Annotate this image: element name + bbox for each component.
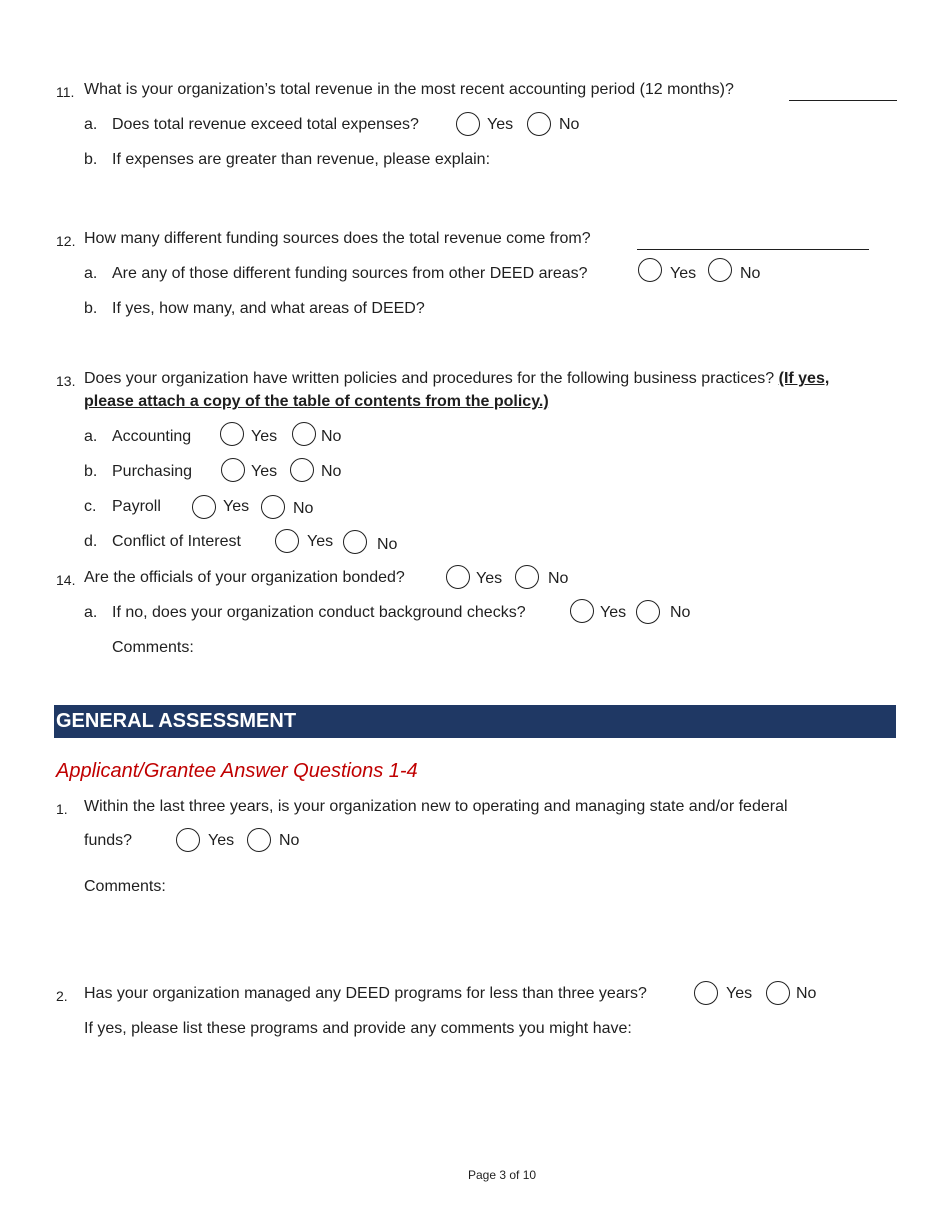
sub-question-text: If no, does your organization conduct background checks? <box>112 604 526 621</box>
yes-label: Yes <box>307 533 334 550</box>
page-number: Page 3 of 10 <box>468 1168 537 1182</box>
radio-no[interactable] <box>247 828 271 852</box>
yes-label: Yes <box>487 116 514 133</box>
yes-label: Yes <box>726 985 753 1002</box>
yes-label: Yes <box>600 604 627 621</box>
no-label: No <box>670 604 691 621</box>
radio-yes[interactable] <box>456 112 480 136</box>
question-text: Has your organization managed any DEED programs for less than three years? <box>84 985 647 1002</box>
question-number: 11. <box>56 84 75 100</box>
question-number: 13. <box>56 373 76 389</box>
sub-question-text: If yes, how many, and what areas of DEED? <box>112 300 425 317</box>
yes-label: Yes <box>476 570 503 587</box>
radio-no[interactable] <box>343 530 367 554</box>
radio-yes[interactable] <box>220 422 244 446</box>
sub-letter: b. <box>84 151 98 168</box>
radio-no[interactable] <box>292 422 316 446</box>
radio-no[interactable] <box>636 600 660 624</box>
radio-no[interactable] <box>515 565 539 589</box>
radio-yes[interactable] <box>176 828 200 852</box>
sub-letter: a. <box>84 428 98 445</box>
question-number: 2. <box>56 988 68 1004</box>
radio-no[interactable] <box>290 458 314 482</box>
no-label: No <box>293 500 314 517</box>
revenue-answer-line[interactable] <box>789 100 897 101</box>
comments-label: Comments: <box>84 878 166 895</box>
sub-letter: c. <box>84 498 97 515</box>
practice-label: Conflict of Interest <box>112 533 241 550</box>
radio-yes[interactable] <box>570 599 594 623</box>
yes-label: Yes <box>670 265 697 282</box>
no-label: No <box>559 116 580 133</box>
radio-no[interactable] <box>527 112 551 136</box>
no-label: No <box>740 265 761 282</box>
yes-label: Yes <box>223 498 250 515</box>
emphasis-text: please attach a copy of the table of contents from the policy.) <box>84 393 549 410</box>
question-number: 12. <box>56 233 76 249</box>
yes-label: Yes <box>208 832 235 849</box>
practice-label: Accounting <box>112 428 192 445</box>
question-text: How many different funding sources does the total revenue come from? <box>84 230 591 247</box>
question-number: 14. <box>56 572 76 588</box>
comments-label: Comments: <box>112 639 194 656</box>
sub-letter: d. <box>84 533 98 550</box>
yes-label: Yes <box>251 463 278 480</box>
section-banner <box>54 705 896 738</box>
question-text: Does your organization have written policies and procedures for the following business practices? (If yes, <box>84 370 830 387</box>
radio-yes[interactable] <box>192 495 216 519</box>
sub-question-text: Are any of those different funding sources from other DEED areas? <box>112 265 588 282</box>
radio-yes[interactable] <box>446 565 470 589</box>
no-label: No <box>548 570 569 587</box>
no-label: No <box>377 536 398 553</box>
radio-yes[interactable] <box>638 258 662 282</box>
sub-question-text: Does total revenue exceed total expenses? <box>112 116 419 133</box>
question-text: Within the last three years, is your organization new to operating and managing state and/or federal <box>84 798 788 815</box>
radio-yes[interactable] <box>275 529 299 553</box>
section-title: GENERAL ASSESSMENT <box>56 710 297 732</box>
no-label: No <box>796 985 817 1002</box>
funding-sources-answer-line[interactable] <box>637 249 869 250</box>
question-text: What is your organization’s total revenue in the most recent accounting period (12 months)? <box>84 81 734 98</box>
sub-letter: b. <box>84 300 98 317</box>
no-label: No <box>321 463 342 480</box>
radio-no[interactable] <box>708 258 732 282</box>
no-label: No <box>279 832 300 849</box>
emphasis-text: (If yes, <box>778 370 830 387</box>
practice-label: Payroll <box>112 498 161 515</box>
question-text: Are the officials of your organization bonded? <box>84 569 405 586</box>
radio-no[interactable] <box>261 495 285 519</box>
practice-label: Purchasing <box>112 463 193 480</box>
sub-letter: b. <box>84 463 98 480</box>
sub-question-text: If expenses are greater than revenue, please explain: <box>112 151 491 168</box>
yes-label: Yes <box>251 428 278 445</box>
radio-yes[interactable] <box>694 981 718 1005</box>
no-label: No <box>321 428 342 445</box>
sub-letter: a. <box>84 265 98 282</box>
sub-letter: a. <box>84 604 98 621</box>
radio-yes[interactable] <box>221 458 245 482</box>
question-text-continued: funds? <box>84 832 133 849</box>
section-subtitle: Applicant/Grantee Answer Questions 1-4 <box>56 760 418 782</box>
question-number: 1. <box>56 801 68 817</box>
sub-letter: a. <box>84 116 98 133</box>
followup-text: If yes, please list these programs and provide any comments you might have: <box>84 1020 632 1037</box>
radio-no[interactable] <box>766 981 790 1005</box>
